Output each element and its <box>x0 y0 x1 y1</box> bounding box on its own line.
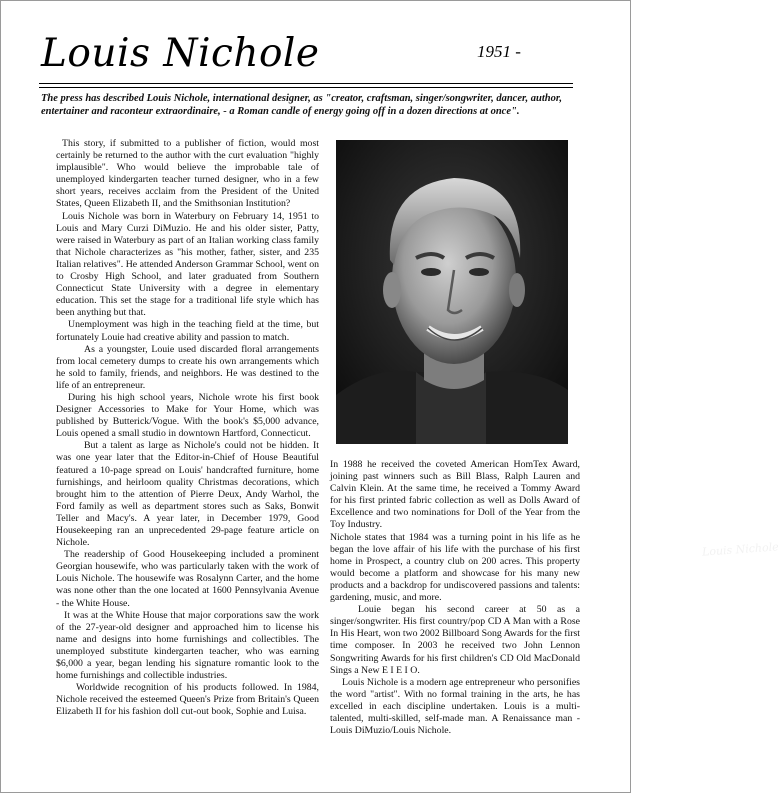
paragraph: Louie began his second career at 50 as a singer/songwriter. His first country/pop CD A Man with a Rose In His Heart, won two 2002 Billboard Song Awards for the first time composer. In 2003 he received two John Lennon Songwriting Awards for his first children's CD Old MacDonald Sings a New E I E I O. <box>330 604 580 676</box>
paragraph: Nichole states that 1984 was a turning point in his life as he began the love affair of his life with the purchase of his first home in Prospect, a country club on 200 acres. This property would become a platform and showcase for his many new products and a backdrop for undiscovered passions and talents: gardening, music, and more. <box>330 531 580 604</box>
right-column <box>330 459 580 737</box>
paragraph: Unemployment was high in the teaching field at the time, but fortunately Louie had creative ability and passion to match. <box>56 319 319 343</box>
header-rule-top <box>39 83 573 84</box>
paragraph: Louis Nichole was born in Waterbury on February 14, 1951 to Louis and Mary Curzi DiMuzio. He and his older sister, Patty, were raised in Waterbury as part of an Italian working class family that Nichole characterizes as "his mother, father, sister, and 235 Italian relatives". He attended Anderson Grammar School, went on to Crosby High School, and later graduated from Southern Connecticut State University with a degree in elementary education. This set the stage for a traditional life style which has been anything but that. <box>56 210 319 319</box>
left-column <box>56 138 319 719</box>
page-title: Louis Nichole <box>41 31 320 76</box>
portrait-illustration <box>336 140 568 444</box>
paragraph: This story, if submitted to a publisher of fiction, would most certainly be returned to the author with the curt evaluation "highly implausible". Who would believe the improbable tale of unemployed kindergarten teacher turned designer, who in a few short years, receives acclaim from the President of the United States, Queen Elizabeth II, and the Smithsonian Institution? <box>56 138 319 210</box>
paragraph: As a youngster, Louie used discarded floral arrangements from local cemetery dumps to create his own arrangements which he sold to family, friends, and neighbors. He was destined to the life of an entrepreneur. <box>56 343 319 391</box>
paragraph: Worldwide recognition of his products followed. In 1984, Nichole received the esteemed Queen's Prize from Britain's Queen Elizabeth II for his fashion doll cut-out book, Sophie and Luisa. <box>56 682 319 718</box>
paragraph: During his high school years, Nichole wrote his first book Designer Accessories to Make for Your Home, which was published by Butterick/Vogue. With the book's $5,000 advance, Louis opened a small studio in downtown Hartford, Connecticut. <box>56 391 319 440</box>
paragraph: It was at the White House that major corporations saw the work of the 27-year-old designer and approached him to license his name and designs into home furnishings and collectibles. The unemployed substitute kindergarten teacher, who was earning $6,000 a year, began lending his signature romantic look to the home furnishings and collectible industries. <box>56 609 319 682</box>
header-rule-bottom <box>39 87 573 88</box>
paragraph: But a talent as large as Nichole's could not be hidden. It was one year later that the Editor-in-Chief of House Beautiful featured a 10-page spread on Louis' handcrafted furniture, home furnishings, and heirloom quality Christmas decorations, which brought him to the attention of Pierre Deux, Andy Warhol, the Ford family as well as department stores such as Saks, Bonwit Teller and Macy's. A year later, in December 1979, Good Housekeeping ran an unprecedented 29-page feature article on Nichole. <box>56 440 319 549</box>
paragraph: The readership of Good Housekeeping included a prominent Georgian housewife, who was particularly taken with the work of Louis Nichole. The housewife was Rosalynn Carter, and the home was none other than the one located at 1600 Pennsylvania Avenue - the White House. <box>56 549 319 609</box>
paragraph: In 1988 he received the coveted American HomTex Award, joining past winners such as Bill Blass, Ralph Lauren and Calvin Klein. At the same time, he received a Tommy Award for his first printed fabric collection as well as Dolls Award of Excellence and two nominations for Doll of the Year from the Toy Industry. <box>330 459 580 531</box>
life-years: 1951 - <box>477 42 521 61</box>
intro-quote: The press has described Louis Nichole, international designer, as "creator, craftsman, singer/songwriter, dancer, author, entertainer and raconteur extraordinaire, - a Roman candle of energy going off in a dozen directions at once". <box>41 93 562 117</box>
paragraph: Louis Nichole is a modern age entrepreneur who personifies the word "artist". With no formal training in the arts, he has excelled in each discipline undertaken. Louis is a multi-talented, multi-skilled, self-made man. A Renaissance man - Louis DiMuzio/Louis Nichole. <box>330 676 580 737</box>
photo-signature: Louis Nichole <box>701 540 779 559</box>
